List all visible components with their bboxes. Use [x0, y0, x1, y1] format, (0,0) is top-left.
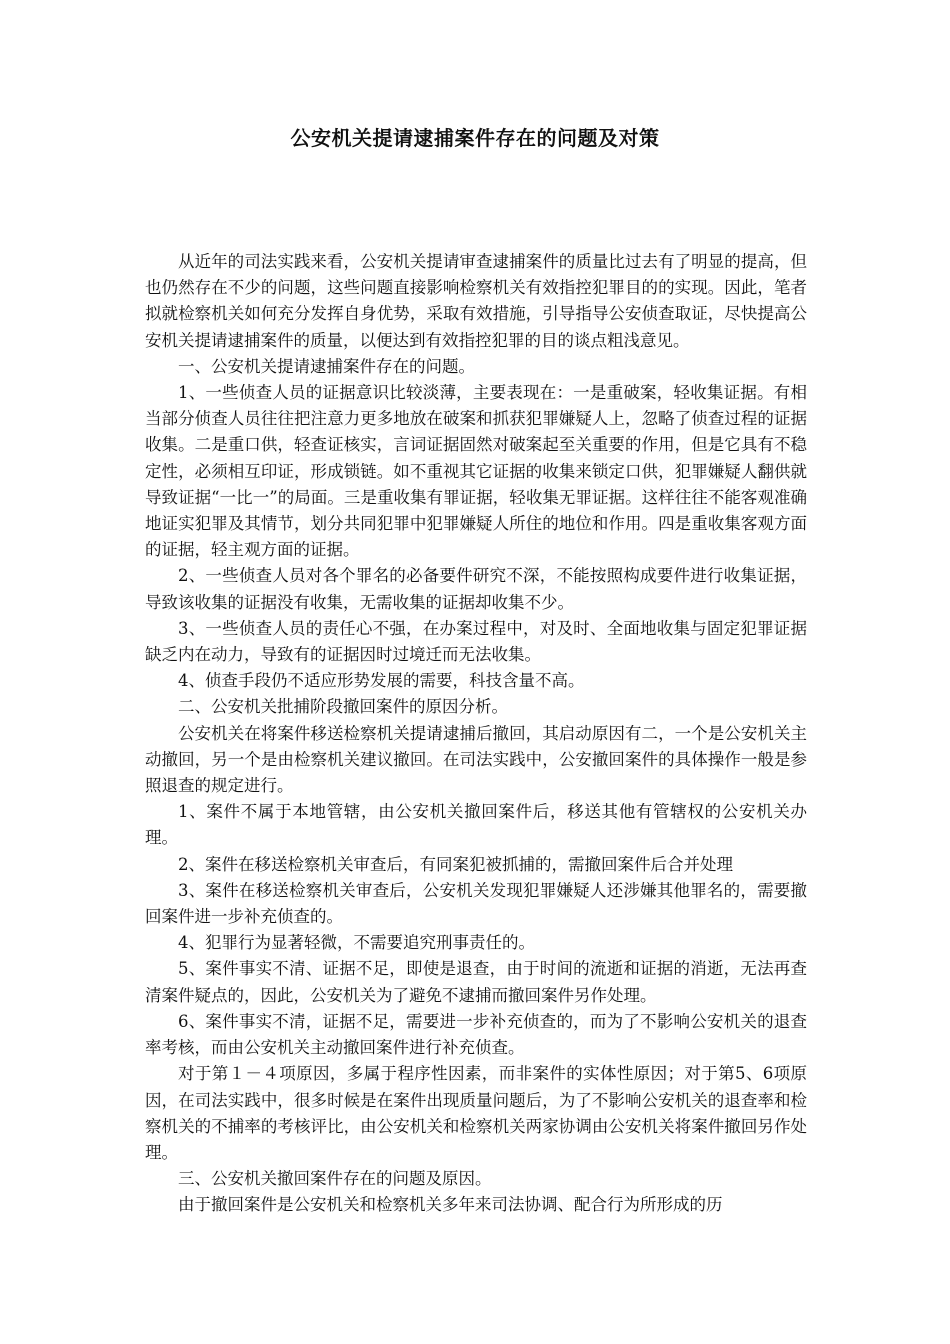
- paragraph: 4、犯罪行为显著轻微，不需要追究刑事责任的。: [178, 933, 535, 953]
- paragraph: 从近年的司法实践来看，公安机关提请审查逮捕案件的质量比过去有了明显的提高，但也仍然存在不少的问题，这些问题直接影响检察机关有效指控犯罪目的的实现。因此，笔者拟就检察机关如何充分发挥自身优势，采取有效措施，引导指导公安侦查取证，尽快提高公安机关提请逮捕案件的质量，以便达到有效指控犯罪的目的谈点粗浅意见。: [145, 252, 807, 350]
- paragraph: 2、案件在移送检察机关审查后，有同案犯被抓捕的，需撤回案件后合并处理: [178, 854, 733, 874]
- paragraph: 3、一些侦查人员的责任心不强，在办案过程中，对及时、全面地收集与固定犯罪证据缺乏内在动力，导致有的证据因时过境迁而无法收集。: [145, 618, 807, 665]
- document-title: 公安机关提请逮捕案件存在的问题及对策: [290, 126, 660, 150]
- paragraph: 3、案件在移送检察机关审查后，公安机关发现犯罪嫌疑人还涉嫌其他罪名的，需要撤回案件进一步补充侦查的。: [145, 880, 807, 927]
- section-heading: 三、公安机关撤回案件存在的问题及原因。: [178, 1169, 492, 1189]
- document-body: [145, 249, 807, 1219]
- paragraph: 6、案件事实不清，证据不足，需要进一步补充侦查的，而为了不影响公安机关的退查率考核，而由公安机关主动撤回案件进行补充侦查。: [145, 1011, 807, 1058]
- paragraph: 5、案件事实不清、证据不足，即使是退查，由于时间的流逝和证据的消逝，无法再查清案件疑点的，因此，公安机关为了避免不逮捕而撤回案件另作处理。: [145, 959, 807, 1005]
- paragraph: 1、一些侦查人员的证据意识比较淡薄，主要表现在：一是重破案，轻收集证据。有相当部分侦查人员往往把注意力更多地放在破案和抓获犯罪嫌疑人上，忽略了侦查过程的证据收集。二是重口供，轻查证核实，言词证据固然对破案起至关重要的作用，但是它具有不稳定性，必须相互印证，形成锁链。如不重视其它证据的收集来锁定口供，犯罪嫌疑人翻供就导致证据“一比一”的局面。三是重收集有罪证据，轻收集无罪证据。这样往往不能客观准确地证实犯罪及其情节，划分共同犯罪中犯罪嫌疑人所住的地位和作用。四是重收集客观方面的证据，轻主观方面的证据。: [145, 383, 807, 560]
- paragraph: 公安机关在将案件移送检察机关提请逮捕后撤回，其启动原因有二，一个是公安机关主动撤回，另一个是由检察机关建议撤回。在司法实践中，公安撤回案件的具体操作一般是参照退查的规定进行。: [145, 723, 807, 796]
- section-heading: 二、公安机关批捕阶段撤回案件的原因分析。: [178, 697, 508, 717]
- paragraph: 4、侦查手段仍不适应形势发展的需要，科技含量不高。: [178, 671, 585, 691]
- paragraph: 2、一些侦查人员对各个罪名的必备要件研究不深，不能按照构成要件进行收集证据，导致该收集的证据没有收集，无需收集的证据却收集不少。: [145, 566, 807, 612]
- paragraph: 由于撤回案件是公安机关和检察机关多年来司法协调、配合行为所形成的历: [178, 1195, 723, 1215]
- paragraph: 对于第１－４项原因，多属于程序性因素，而非案件的实体性原因；对于第5、6项原因，在司法实践中，很多时候是在案件出现质量问题后，为了不影响公安机关的退查率和检察机关的不捕率的考核评比，由公安机关和检察机关两家协调由公安机关将案件撤回另作处理。: [145, 1064, 807, 1162]
- paragraph: 1、案件不属于本地管辖，由公安机关撤回案件后，移送其他有管辖权的公安机关办理。: [145, 802, 807, 848]
- section-heading: 一、公安机关提请逮捕案件存在的问题。: [178, 356, 475, 376]
